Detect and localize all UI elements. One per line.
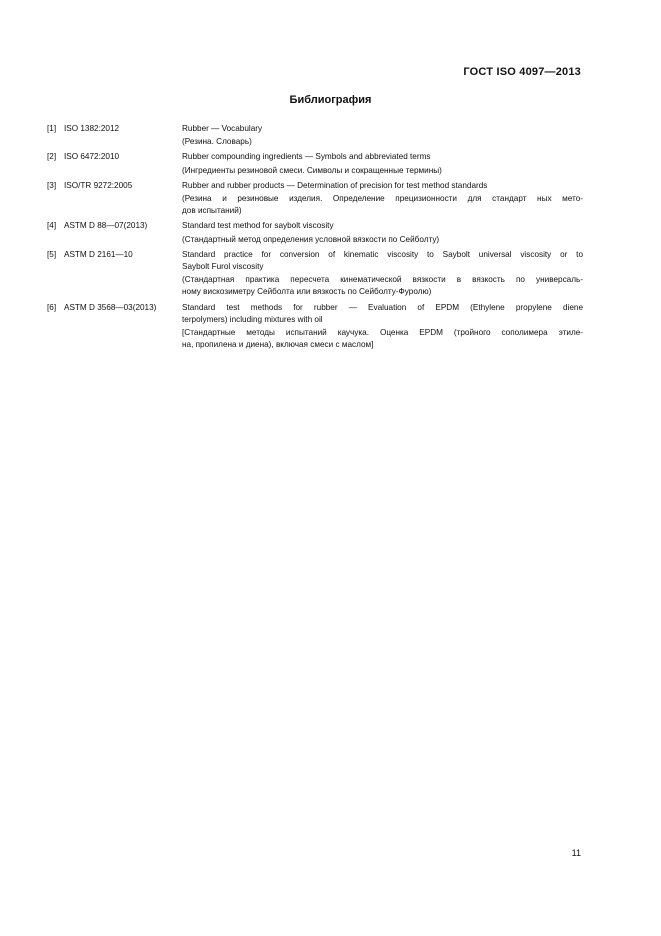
- russian-title: [182, 274, 583, 298]
- english-title: [182, 220, 583, 232]
- russian-title: [182, 165, 583, 177]
- english-title: [182, 123, 583, 135]
- russian-title-line: [Стандартные методы испытаний каучука. Оценка EPDM (тройного сополимера этиле-: [182, 328, 583, 338]
- entry-number: [3]: [47, 180, 57, 190]
- bibliography-entry: [47, 302, 583, 352]
- entry-number: [5]: [47, 249, 57, 259]
- russian-title-line: (Стандартный метод определения условной вязкости по Сейболту): [182, 234, 440, 244]
- russian-title-line: ному вискозиметру Сейболта или вязкость по Сейболту-Фуролю): [182, 287, 432, 297]
- entry-description: [182, 249, 583, 299]
- english-title-line: Standard test method for saybolt viscosity: [182, 221, 334, 231]
- entry-description: [182, 151, 583, 176]
- english-title: [182, 151, 583, 163]
- russian-title: [182, 136, 583, 148]
- standard-reference: ASTM D 2161—10: [64, 249, 133, 259]
- entry-number: [2]: [47, 152, 57, 162]
- russian-title-line: дов испытаний): [182, 206, 242, 216]
- bibliography-entry: [47, 220, 583, 245]
- entry-description: [182, 302, 583, 352]
- english-title: [182, 249, 583, 273]
- russian-title: [182, 327, 583, 351]
- standard-reference: ISO/TR 9272:2005: [64, 180, 133, 190]
- russian-title: [182, 193, 583, 217]
- english-title-line: terpolymers) including mixtures with oil: [182, 314, 323, 324]
- russian-title-line: (Резина. Словарь): [182, 137, 252, 147]
- english-title-line: Rubber and rubber products — Determination of precision for test method standards: [182, 180, 488, 190]
- bibliography-list: [47, 123, 583, 354]
- entry-number: [4]: [47, 221, 57, 231]
- russian-title-line: (Резина и резиновые изделия. Определение прецизионности для стандарт ных мето-: [182, 194, 583, 204]
- english-title-line: Standard practice for conversion of kinematic viscosity to Saybolt universal viscosity or to: [182, 249, 583, 259]
- bibliography-entry: [47, 151, 583, 176]
- entry-number: [1]: [47, 124, 57, 133]
- page-number: 11: [571, 848, 581, 858]
- english-title-line: Rubber compounding ingredients — Symbols and abbreviated terms: [182, 152, 431, 162]
- section-title: Библиография: [289, 94, 372, 106]
- russian-title: [182, 234, 583, 246]
- entry-number: [6]: [47, 302, 57, 312]
- bibliography-entry: [47, 123, 583, 148]
- entry-description: [182, 220, 583, 245]
- bibliography-entry: [47, 180, 583, 218]
- russian-title-line: (Ингредиенты резиновой смеси. Символы и сокращенные термины): [182, 165, 442, 175]
- bibliography-entry: [47, 249, 583, 299]
- russian-title-line: (Стандартная практика пересчета кинематической вязкости в вязкость по универсаль-: [182, 275, 583, 285]
- standard-reference: ISO 6472:2010: [64, 152, 120, 162]
- english-title-line: Rubber — Vocabulary: [182, 124, 263, 133]
- russian-title-line: на, пропилена и диена), включая смеси с маслом]: [182, 340, 374, 350]
- english-title: [182, 180, 583, 192]
- standard-reference: ISO 1382:2012: [64, 124, 120, 133]
- english-title-line: Saybolt Furol viscosity: [182, 262, 264, 272]
- english-title: [182, 302, 583, 326]
- document-code: ГОСТ ISO 4097—2013: [463, 66, 581, 78]
- standard-reference: ASTM D 3568—03(2013): [64, 302, 157, 312]
- english-title-line: Standard test methods for rubber — Evaluation of EPDM (Ethylene propylene diene: [182, 302, 583, 312]
- entry-description: [182, 123, 583, 148]
- entry-description: [182, 180, 583, 218]
- standard-reference: ASTM D 88—07(2013): [64, 221, 148, 231]
